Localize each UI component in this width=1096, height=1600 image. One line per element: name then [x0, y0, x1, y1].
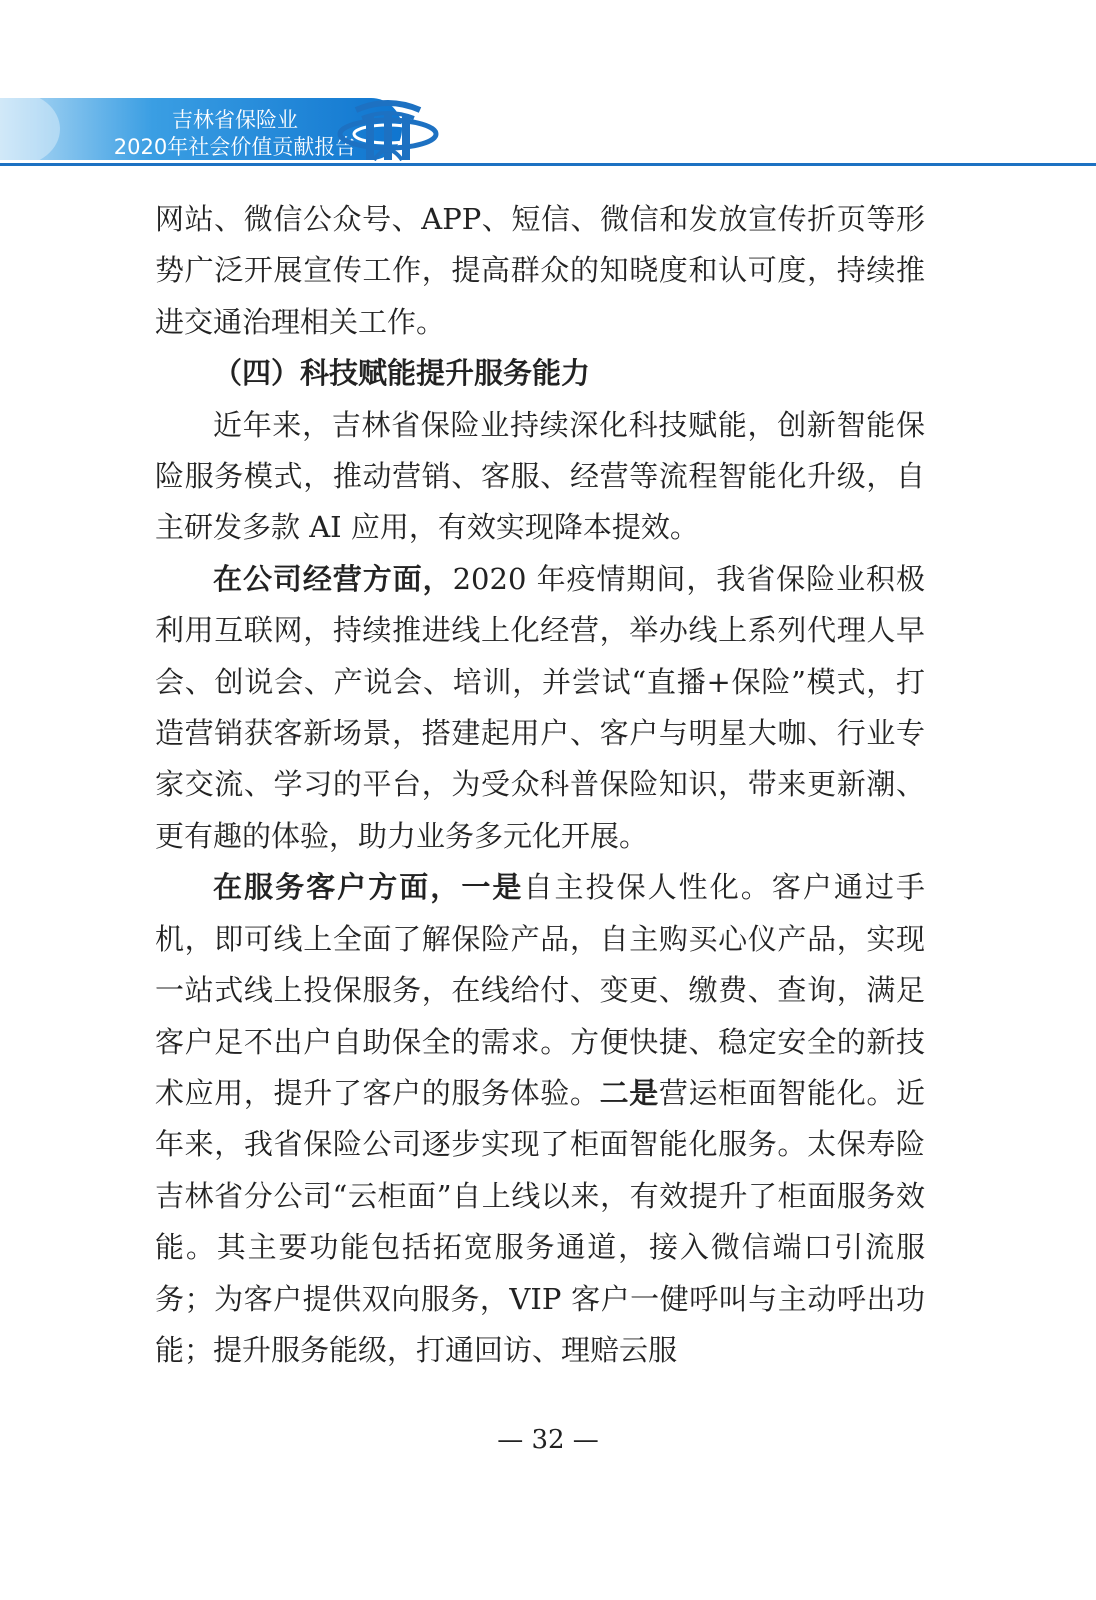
paragraph-1: 网站、微信公众号、APP、短信、微信和发放宣传折页等形势广泛开展宣传工作，提高群众的知晓度和认可度，持续推进交通治理相关工作。 [155, 202, 925, 339]
header-title-line2: 2020年社会价值贡献报告 [113, 135, 357, 159]
paragraph-4-text-2: 营运柜面智能化。近年来，我省保险公司逐步实现了柜面智能化服务。太保寿险吉林省分公司“云柜面”自上线以来，有效提升了柜面服务效能。其主要功能包括拓宽服务通道，接入微信端口引流服务；为客户提供双向服务，VIP 客户一健呼叫与主动呼出功能；提升服务能级，打通回访、理赔云服 [155, 1075, 925, 1367]
header-rule [0, 163, 1096, 166]
paragraph-3-text: 2020 年疫情期间，我省保险业积极利用互联网，持续推进线上化经营，举办线上系列代理人早会、创说会、产说会、培训，并尝试“直播+保险”模式，打造营销获客新场景，搭建起用户、客户与明星大咖、行业专家交流、学习的平台，为受众科普保险知识，带来更新潮、更有趣的体验，助力业务多元化开展。 [155, 561, 925, 853]
paragraph-4-text-1: 自主投保人性化。客户通过手机，即可线上全面了解保险产品，自主购买心仪产品，实现一站式线上投保服务，在线给付、变更、缴费、查询，满足客户足不出户自助保全的需求。方便快捷、稳定安全的新技术应用，提升了客户的服务体验。 [155, 870, 925, 1110]
paragraph-4-lead-2: 二是 [599, 1075, 659, 1110]
paragraph-4-lead: 在服务客户方面，一是 [213, 870, 524, 905]
header-title-line1: 吉林省保险业 [172, 108, 298, 132]
paragraph-3-lead: 在公司经营方面， [213, 561, 453, 596]
section-heading-4: （四）科技赋能提升服务能力 [213, 356, 591, 391]
bridge-logo-icon [336, 88, 440, 164]
paragraph-3 [155, 554, 925, 862]
paragraph-2: 近年来，吉林省保险业持续深化科技赋能，创新智能保险服务模式，推动营销、客服、经营等流程智能化升级，自主研发多款 AI 应用，有效实现降本提效。 [155, 407, 925, 545]
page-number: — 32 — [497, 1425, 599, 1455]
paragraph-4 [155, 862, 925, 1376]
body-text [155, 194, 925, 1376]
